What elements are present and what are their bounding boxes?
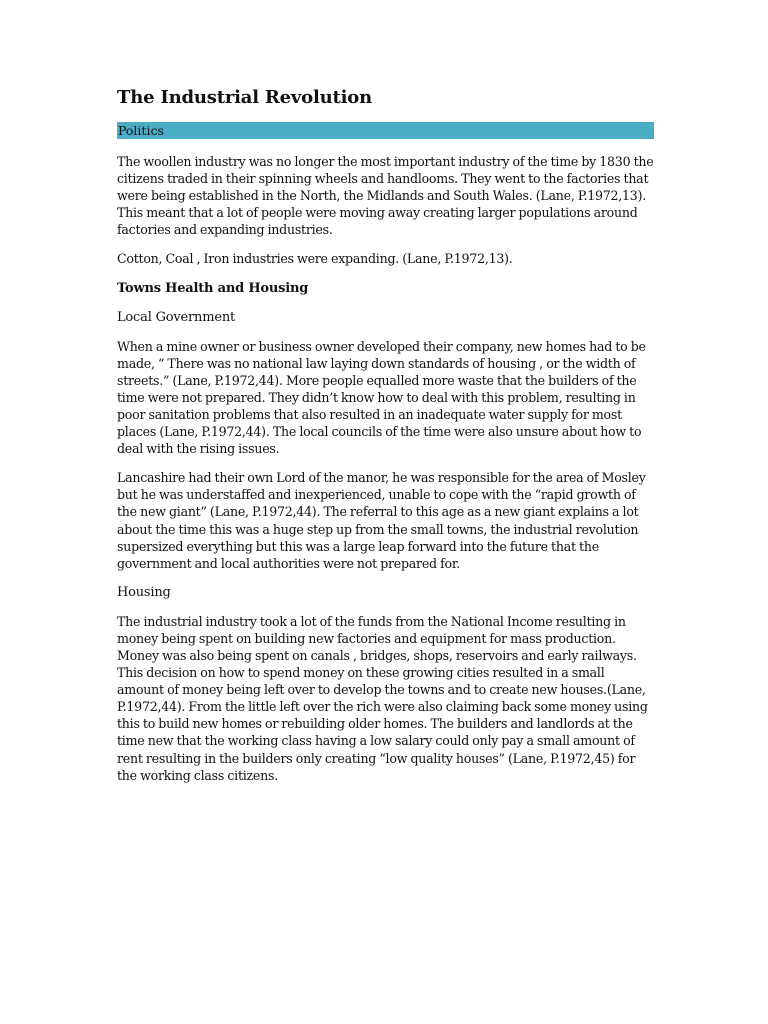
document-page xyxy=(117,84,654,796)
heading-towns-health-housing: Towns Health and Housing xyxy=(117,280,309,296)
section-bar-politics xyxy=(117,122,654,139)
section-bar-label: Politics xyxy=(118,123,164,138)
paragraph-lancashire: Lancashire had their own Lord of the manor, he was responsible for the area of Mosley but he was understaffed and inexperienced, unable to cope with the “rapid growth of the new giant” (Lane, P.1972,44). The referral to this age as a new giant explains a lot about the time this was a huge step up from the small towns, the industrial revolution supersized everything but this was a large leap forward into the future that the government and local authorities were not prepared for. xyxy=(117,470,646,571)
paragraph-industrial-funds: The industrial industry took a lot of the funds from the National Income resulting in money being spent on building new factories and equipment for mass production. Money was also being spent on canals , bridges, shops, reservoirs and early railways. This decision on how to spend money on these growing cities resulted in a small amount of money being left over to develop the towns and to create new houses.(Lane, P.1972,44). From the little left over the rich were also claiming back some money using this to build new homes or rebuilding older homes. The builders and landlords at the time new that the working class having a low salary could only pay a small amount of rent resulting in the builders only creating “low quality houses” (Lane, P.1972,45) for the working class citizens. xyxy=(117,613,648,783)
paragraph-mine-owner: When a mine owner or business owner developed their company, new homes had to be made, “ There was no national law laying down standards of housing , or the width of streets.” (Lane, P.1972,44). More people equalled more waste that the builders of the time were not prepared. They didn’t know how to deal with this problem, resulting in poor sanitation problems that also resulted in an inadequate water supply for most places (Lane, P.1972,44). The local councils of the time were also unsure about how to deal with the rising issues. xyxy=(117,338,646,457)
paragraph-industries-expanding: Cotton, Coal , Iron industries were expanding. (Lane, P.1972,13). xyxy=(117,251,513,267)
paragraph-woollen-industry: The woollen industry was no longer the most important industry of the time by 1830 the citizens traded in their spinning wheels and handlooms. They went to the factories that were being established in the North, the Midlands and South Wales. (Lane, P.1972,13). This meant that a lot of people were moving away creating larger populations around factories and expanding industries. xyxy=(117,154,654,238)
heading-housing: Housing xyxy=(117,584,171,600)
document-title: The Industrial Revolution xyxy=(117,87,372,108)
heading-local-government: Local Government xyxy=(117,309,236,325)
